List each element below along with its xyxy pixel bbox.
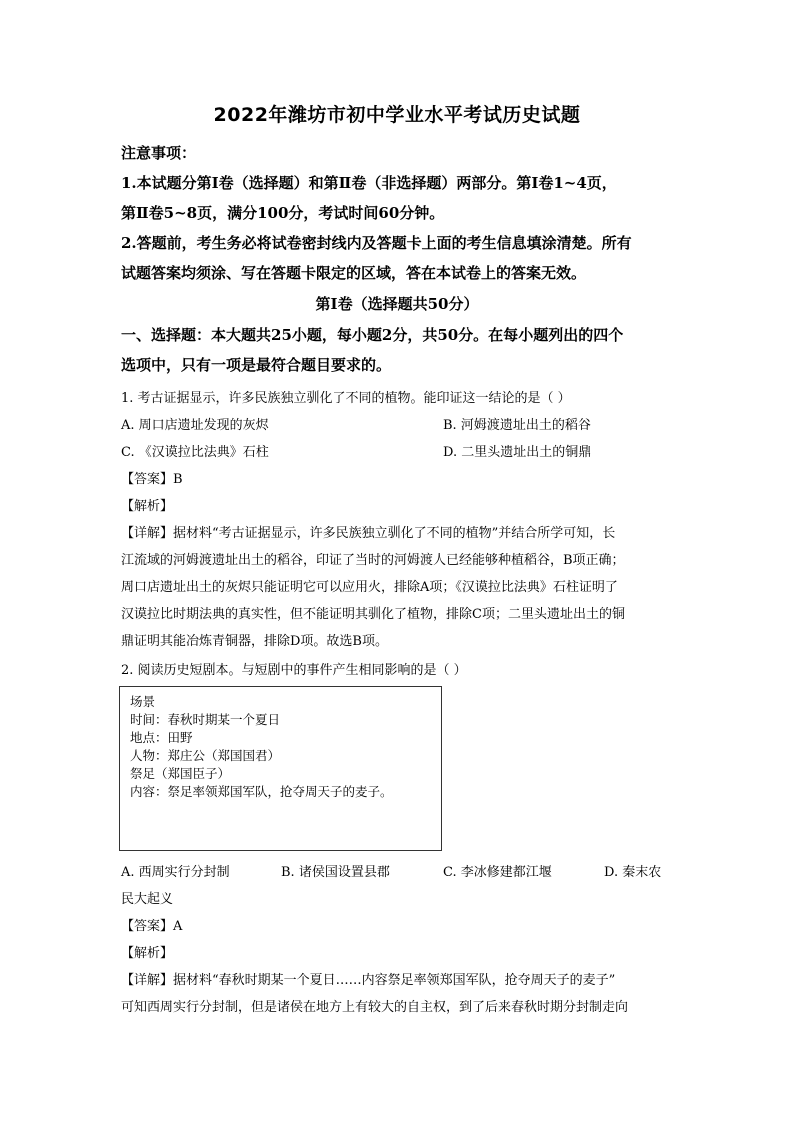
scene-line: 地点：田野 bbox=[130, 730, 193, 745]
q2-option-d-cont: 民大起义 bbox=[121, 892, 174, 907]
q1-analysis-label: 【解析】 bbox=[121, 499, 174, 514]
q2-option-a: A. 西周实行分封制 bbox=[121, 865, 230, 880]
script-scene-box bbox=[119, 686, 442, 851]
q1-detail-line: 【详解】据材料“考古证据显示，许多民族独立驯化了不同的植物”并结合所学可知，长 bbox=[121, 526, 616, 541]
scene-line: 内容：祭足率领郑国军队，抢夺周天子的麦子。 bbox=[130, 784, 393, 799]
part-title: 第Ⅰ卷（选择题共50分） bbox=[315, 295, 479, 313]
q2-detail-line: 可知西周实行分封制，但是诸侯在地方上有较大的自主权，到了后来春秋时期分封制走向 bbox=[121, 1000, 629, 1015]
scene-line: 祭足（郑国臣子） bbox=[130, 766, 231, 781]
scene-line: 人物：郑庄公（郑国国君） bbox=[130, 748, 281, 763]
page-title: 2022年潍坊市初中学业水平考试历史试题 bbox=[213, 104, 581, 126]
q2-option-c: C. 李冰修建都江堰 bbox=[443, 865, 552, 880]
q1-option-a: A. 周口店遗址发现的灰烬 bbox=[121, 418, 269, 433]
q2-answer: 【答案】A bbox=[121, 919, 183, 934]
q1-option-c: C. 《汉谟拉比法典》石柱 bbox=[121, 445, 269, 460]
q1-detail-line: 汉谟拉比时期法典的真实性，但不能证明其驯化了植物，排除C项；二里头遗址出土的铜 bbox=[121, 607, 625, 622]
notice-item-2: 2.答题前，考生务必将试卷密封线内及答题卡上面的考生信息填涂清楚。所有 bbox=[121, 234, 632, 252]
scene-line: 场景 bbox=[130, 694, 156, 709]
q2-option-b: B. 诸侯国设置县郡 bbox=[281, 865, 390, 880]
notice-heading: 注意事项： bbox=[121, 144, 197, 162]
section-intro: 一、选择题：本大题共25小题，每小题2分，共50分。在每小题列出的四个 bbox=[121, 326, 624, 344]
q1-detail-line: 江流域的河姆渡遗址出土的稻谷，印证了当时的河姆渡人已经能够种植稻谷，B项正确； bbox=[121, 553, 625, 568]
scene-line: 时间：春秋时期某一个夏日 bbox=[130, 712, 281, 727]
q1-detail-line: 周口店遗址出土的灰烬只能证明它可以应用火，排除A项；《汉谟拉比法典》石柱证明了 bbox=[121, 580, 618, 595]
notice-item-1: 1.本试题分第Ⅰ卷（选择题）和第Ⅱ卷（非选择题）两部分。第Ⅰ卷1~4页， bbox=[121, 174, 617, 192]
q2-analysis-label: 【解析】 bbox=[121, 946, 174, 961]
q1-option-b: B. 河姆渡遗址出土的稻谷 bbox=[443, 418, 591, 433]
section-intro-cont: 选项中，只有一项是最符合题目要求的。 bbox=[121, 356, 392, 374]
notice-item-2-cont: 试题答案均须涂、写在答题卡限定的区域，答在本试卷上的答案无效。 bbox=[121, 264, 587, 282]
q2-option-d: D. 秦末农 bbox=[604, 865, 662, 880]
q2-detail-line: 【详解】据材料“春秋时期某一个夏日……内容祭足率领郑国军队，抢夺周天子的麦子” bbox=[121, 973, 616, 988]
q1-option-d: D. 二里头遗址出土的铜鼎 bbox=[443, 445, 592, 460]
question-1-stem: 1. 考古证据显示，许多民族独立驯化了不同的植物。能印证这一结论的是（ ） bbox=[121, 391, 571, 406]
question-2-stem: 2. 阅读历史短剧本。与短剧中的事件产生相同影响的是（ ） bbox=[121, 663, 467, 678]
q1-answer: 【答案】B bbox=[121, 472, 183, 487]
notice-item-1-cont: 第Ⅱ卷5~8页，满分100分，考试时间60分钟。 bbox=[121, 204, 445, 222]
q1-detail-line: 鼎证明其能冶炼青铜器，排除D项。故选B项。 bbox=[121, 634, 388, 649]
